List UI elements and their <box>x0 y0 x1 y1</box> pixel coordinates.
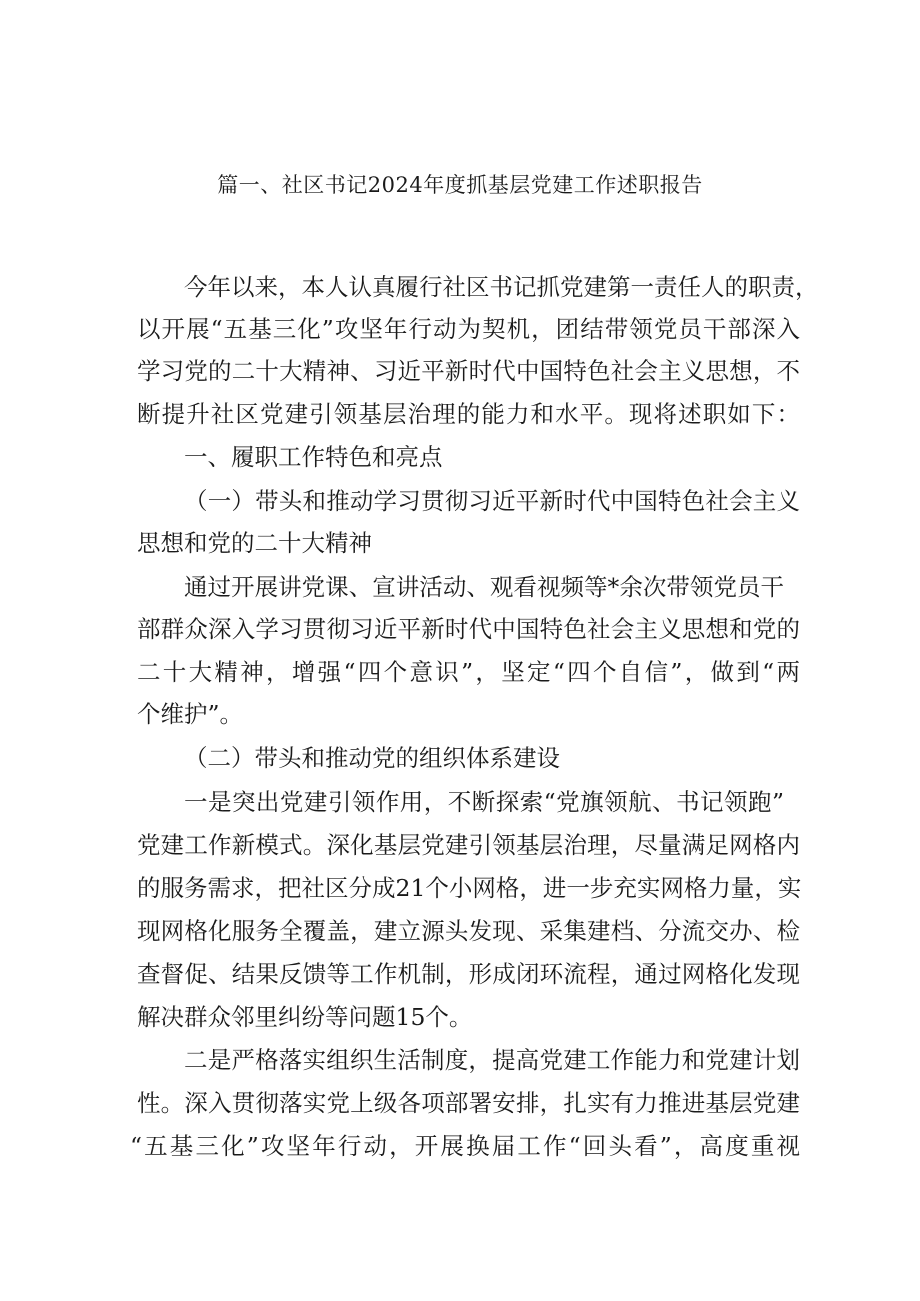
paragraph-line: 党建工作新模式。深化基层党建引领基层治理，尽量满足网格内 <box>137 831 800 859</box>
paragraph-line: 一是突出党建引领作用，不断探索“党旗领航、书记领跑” <box>184 788 784 816</box>
paragraph-line: 性。深入贯彻落实党上级各项部署安排，扎实有力推进基层党建 <box>137 1089 800 1117</box>
document-title: 篇一、社区书记2024年度抓基层党建工作述职报告 <box>217 173 703 197</box>
paragraph-line: 二十大精神，增强“四个意识”，坚定“四个自信”，做到“两 <box>137 658 800 686</box>
paragraph-line: 二是严格落实组织生活制度，提高党建工作能力和党建计划 <box>184 1046 800 1074</box>
paragraph-line: 以开展“五基三化”攻坚年行动为契机，团结带领党员干部深入 <box>137 315 800 343</box>
paragraph-line: “五基三化”攻坚年行动，开展换届工作“回头看”，高度重视 <box>130 1132 800 1160</box>
paragraph-line: 个维护”。 <box>137 700 244 728</box>
subsection-heading: （一）带头和推动学习贯彻习近平新时代中国特色社会主义 <box>184 487 800 515</box>
paragraph-line: 解决群众邻里纠纷等问题15个。 <box>137 1003 473 1031</box>
section-heading: 一、履职工作特色和亮点 <box>184 443 443 471</box>
paragraph-line: 学习党的二十大精神、习近平新时代中国特色社会主义思想，不 <box>137 357 800 385</box>
paragraph-line: 通过开展讲党课、宣讲活动、观看视频等*余次带领党员干 <box>184 573 784 601</box>
paragraph-line: 部群众深入学习贯彻习近平新时代中国特色社会主义思想和党的 <box>137 615 800 643</box>
subsection-heading-continued: 思想和党的二十大精神 <box>137 529 372 557</box>
paragraph-line: 断提升社区党建引领基层治理的能力和水平。现将述职如下： <box>137 400 800 428</box>
paragraph-line: 的服务需求，把社区分成21个小网格，进一步充实网格力量，实 <box>137 874 802 902</box>
paragraph-line: 今年以来，本人认真履行社区书记抓党建第一责任人的职责， <box>184 273 819 301</box>
paragraph-line: 查督促、结果反馈等工作机制，形成闭环流程，通过网格化发现 <box>137 960 800 988</box>
subsection-heading: （二）带头和推动党的组织体系建设 <box>184 744 560 772</box>
paragraph-line: 现网格化服务全覆盖，建立源头发现、采集建档、分流交办、检 <box>137 917 800 945</box>
